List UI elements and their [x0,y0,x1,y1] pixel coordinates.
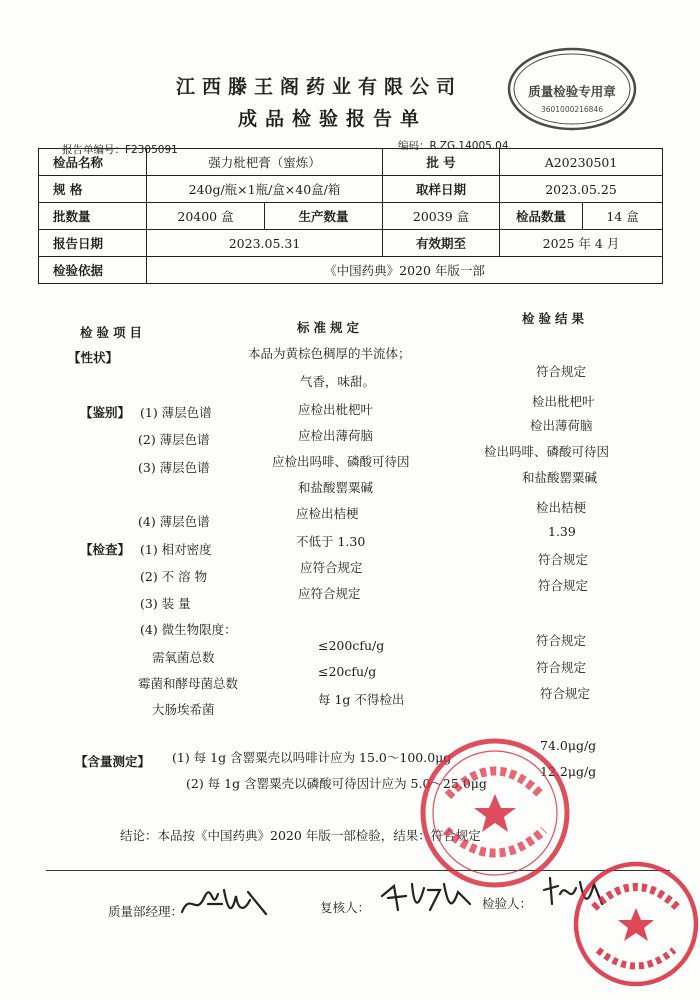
micro-2-standard: ≤20cfu/g [318,664,377,679]
document-code-value: R.ZG.14005.04 [429,140,509,152]
report-number-value: F2305091 [125,144,178,156]
product-name-label: 检品名称 [39,149,147,176]
characteristics-section: 【性状】 [68,350,119,365]
check-3-item: (3) 装 量 [140,596,191,611]
column-result-heading: 检验结果 [522,311,589,326]
micro-1-standard: ≤200cfu/g [318,638,385,653]
ident-4-standard: 应检出桔梗 [296,506,359,521]
batch-value: A20230501 [500,149,663,176]
sampling-date-label: 取样日期 [383,176,500,203]
table-row [39,176,663,203]
assay-2-text: (2) 每 1g 含罂粟壳以磷酸可待因计应为 5.0～25.0μg [186,776,487,791]
expiry-value: 2025 年 4 月 [500,230,663,257]
sample-qty-label: 检品数量 [500,203,583,230]
table-row [39,230,663,257]
buyer-red-stamp [572,860,700,988]
char-standard-2: 气香，味甜。 [300,374,376,389]
column-standard-heading: 标准规定 [297,320,364,335]
ident-3-result-1: 检出吗啡、磷酸可待因 [484,444,610,459]
qa-manager-signature [178,882,270,922]
ident-4-item: (4) 薄层色谱 [138,514,210,529]
ident-2-item: (2) 薄层色谱 [138,432,210,447]
header-table [38,148,663,284]
qa-manager-label: 质量部经理： [108,904,184,919]
assay-section: 【含量测定】 [75,754,151,769]
identification-section: 【鉴别】 [80,405,131,420]
document-code-label: 编码： [398,140,430,152]
assay-1-text: (1) 每 1g 含罂粟壳以吗啡计应为 15.0～100.0μg [172,750,452,765]
char-result: 符合规定 [536,364,587,379]
check-1-result: 1.39 [548,524,576,539]
micro-2-item: 霉菌和酵母菌总数 [138,676,239,691]
ident-3-standard-2: 和盐酸罂粟碱 [298,480,374,495]
qc-stamp-number: 3601000216846 [540,105,604,114]
ident-2-standard: 应检出薄荷脑 [298,428,374,443]
batch-qty-label: 批数量 [39,203,147,230]
ident-3-standard-1: 应检出吗啡、磷酸可待因 [272,454,410,469]
check-2-standard: 应符合规定 [300,560,363,575]
assay-2-result: 12.2μg/g [540,764,597,779]
company-name: 江西滕王阁药业有限公司 [176,76,463,98]
check-3-standard: 应符合规定 [298,586,361,601]
micro-3-item: 大肠埃希菌 [152,702,215,717]
report-title: 成品检验报告单 [238,108,428,130]
check-2-item: (2) 不 溶 物 [140,569,208,584]
report-number-label: 报告单编号： [62,144,125,156]
expiry-label: 有效期至 [383,230,500,257]
micro-1-item: 需氧菌总数 [152,650,215,665]
check-4-item: (4) 微生物限度： [140,622,237,637]
company-red-stamp [418,736,572,890]
spec-value: 240g/瓶×1瓶/盒×40盒/箱 [147,176,383,203]
micro-1-result: 符合规定 [536,633,587,648]
ident-4-result: 检出桔梗 [536,500,587,515]
qc-stamp-text: 质量检验专用章 [528,84,616,99]
ident-3-item: (3) 薄层色谱 [138,460,210,475]
production-qty-label: 生产数量 [265,203,383,230]
production-qty-value: 20039 盒 [383,203,500,230]
sampling-date-value: 2023.05.25 [500,176,663,203]
product-name-value: 强力枇杷膏（蜜炼） [147,149,383,176]
report-date-label: 报告日期 [39,230,147,257]
batch-label: 批 号 [383,149,500,176]
char-standard-1: 本品为黄棕色稠厚的半流体； [248,346,411,361]
check-1-standard: 不低于 1.30 [296,534,366,549]
micro-3-standard: 每 1g 不得检出 [318,692,405,707]
basis-label: 检验依据 [39,257,147,284]
micro-2-result: 符合规定 [536,660,587,675]
ident-3-result-2: 和盐酸罂粟碱 [522,470,598,485]
check-2-result: 符合规定 [538,552,589,567]
quality-inspection-stamp [506,46,638,132]
table-row [39,257,663,284]
sample-qty-value: 14 盒 [583,203,663,230]
batch-qty-value: 20400 盒 [147,203,265,230]
conclusion: 结论：本品按《中国药典》2020 年版一部检验，结果：符合规定 [120,828,481,843]
column-item-heading: 检验项目 [80,325,147,340]
ident-1-result: 检出枇杷叶 [532,394,595,409]
inspector-label: 检验人： [482,896,533,911]
ident-1-item: (1) 薄层色谱 [140,405,212,420]
table-row [39,203,663,230]
spec-label: 规 格 [39,176,147,203]
table-row [39,149,663,176]
ident-1-standard: 应检出枇杷叶 [298,402,374,417]
ident-2-result: 检出薄荷脑 [530,418,593,433]
basis-value: 《中国药典》2020 年版一部 [147,257,663,284]
micro-3-result: 符合规定 [540,686,591,701]
check-1-item: (1) 相对密度 [140,542,212,557]
check-3-result: 符合规定 [538,578,589,593]
inspection-section: 【检查】 [80,542,131,557]
report-date-value: 2023.05.31 [147,230,383,257]
assay-1-result: 74.0μg/g [540,738,597,753]
reviewer-label: 复核人： [320,900,371,915]
